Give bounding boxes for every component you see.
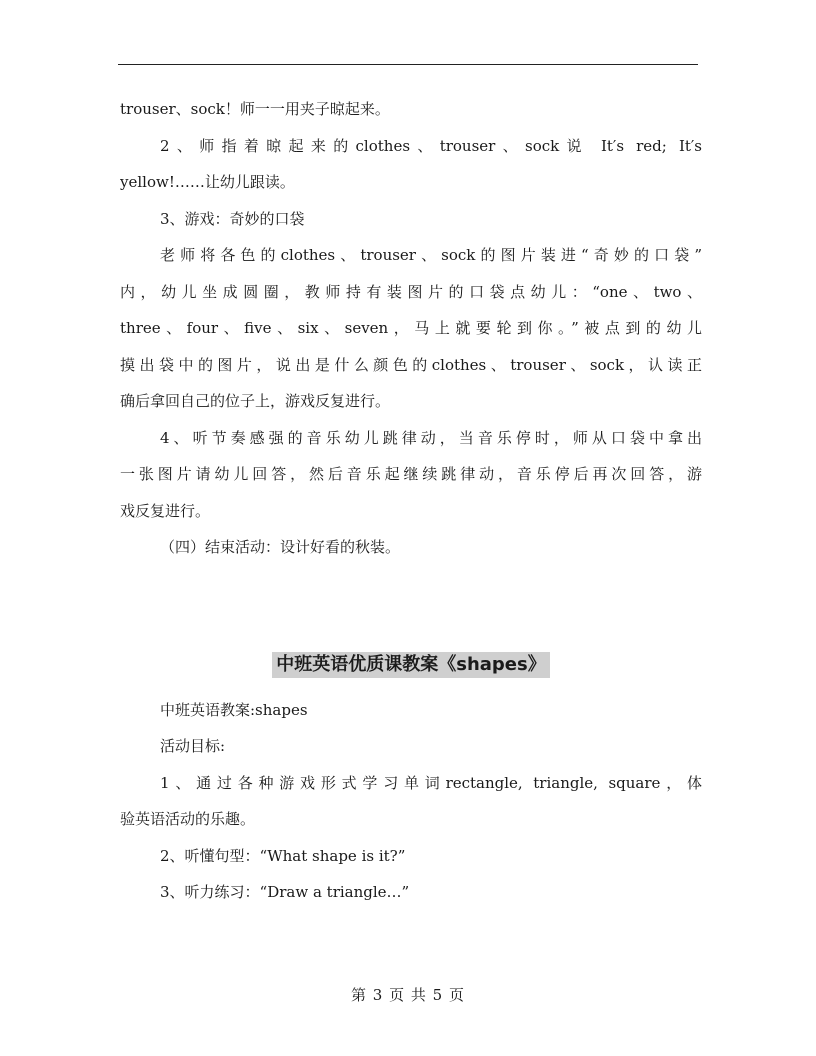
paragraph-line: 验英语活动的乐趣。 (120, 810, 256, 828)
paragraph-line: 确后拿回自己的位子上，游戏反复进行。 (120, 392, 391, 410)
paragraph-line: 摸出袋中的图片，说出是什么颜色的clothes、trouser、sock，认读正 (120, 355, 702, 374)
section-heading: （四）结束活动：设计好看的秋装。 (160, 538, 401, 556)
section-gap (120, 566, 702, 639)
paragraph-line: 戏反复进行。 (120, 501, 211, 520)
page-number-footer: 第 3 页 共 5 页 (351, 986, 465, 1004)
header-rule (118, 64, 698, 65)
paragraph-line: 中班英语教案:shapes (160, 700, 308, 719)
paragraph-line: 2、听懂句型：“What shape is it?” (160, 846, 406, 865)
paragraph-line: 内，幼儿坐成圆圈，教师持有装图片的口袋点幼儿：“one、two、 (120, 282, 702, 301)
paragraph-line: 一张图片请幼儿回答，然后音乐起继续跳律动，音乐停后再次回答，游 (120, 465, 702, 483)
paragraph-line: three、four、five、six、seven，马上就要轮到你。”被点到的幼儿 (120, 319, 702, 337)
document-body (120, 91, 702, 911)
paragraph-line: 老师将各色的clothes、trouser、sock的图片装进“奇妙的口袋” (160, 246, 702, 264)
lesson-title: 中班英语优质课教案《shapes》 (272, 652, 549, 678)
list-item-heading: 3、游戏：奇妙的口袋 (160, 209, 305, 228)
paragraph-line: trouser、sock！师一一用夹子晾起来。 (120, 100, 390, 118)
paragraph-line: yellow!……让幼儿跟读。 (120, 173, 295, 191)
paragraph-line: 1、通过各种游戏形式学习单词rectangle, triangle, square，体 (160, 773, 702, 792)
paragraph-line: 4、听节奏感强的音乐幼儿跳律动，当音乐停时，师从口袋中拿出 (160, 428, 702, 447)
paragraph-line: 3、听力练习：“Draw a triangle…” (160, 883, 410, 901)
title-row (120, 639, 702, 692)
paragraph-line: 2、师指着晾起来的clothes、trouser、sock说 It′s red; It′s (160, 136, 702, 155)
section-heading: 活动目标: (160, 737, 226, 755)
